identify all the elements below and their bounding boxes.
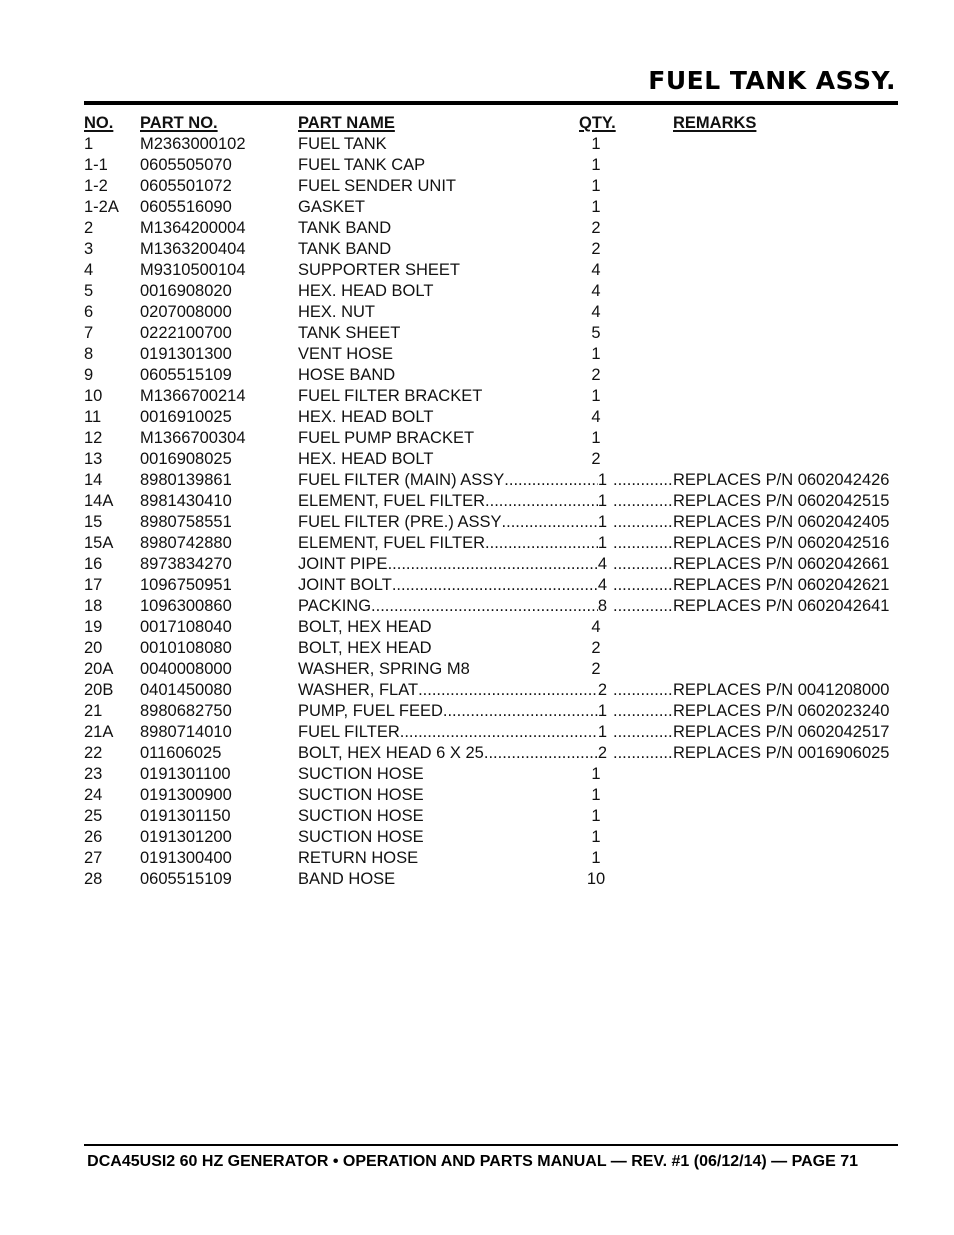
row-name-qty-leader <box>298 512 673 533</box>
row-qty: 8 <box>597 597 607 615</box>
row-part-no: M1366700304 <box>140 429 246 447</box>
row-name-qty-leader <box>298 533 673 554</box>
row-part-name: WASHER, SPRING M8 <box>298 660 470 678</box>
table-row <box>84 743 890 764</box>
row-part-no: 0191301100 <box>140 765 231 783</box>
row-no: 1-2A <box>84 198 119 216</box>
table-row <box>84 260 884 281</box>
table-row <box>84 197 884 218</box>
row-no: 14A <box>84 492 114 510</box>
header-no: NO. <box>84 114 114 132</box>
row-remarks: REPLACES P/N 0602042641 <box>673 597 890 615</box>
row-qty: 1 <box>597 534 607 552</box>
table-row <box>84 323 884 344</box>
table-header-row <box>84 113 884 134</box>
row-name-qty-leader <box>298 701 673 722</box>
row-qty: 1 <box>597 723 607 741</box>
row-qty: 2 <box>591 219 601 237</box>
row-no: 1-2 <box>84 177 108 195</box>
parts-table <box>84 113 890 890</box>
row-part-name: FUEL FILTER <box>298 723 400 741</box>
row-part-no: 0222100700 <box>140 324 232 342</box>
row-remarks: REPLACES P/N 0602042516 <box>673 534 890 552</box>
row-part-name: JOINT BOLT <box>298 576 392 594</box>
page-footer: DCA45USI2 60 HZ GENERATOR • OPERATION AND PARTS MANUAL — REV. #1 (06/12/14) — PAGE 71 <box>87 1153 858 1170</box>
row-part-no: 0016910025 <box>140 408 232 426</box>
row-no: 25 <box>84 807 103 825</box>
row-no: 26 <box>84 828 103 846</box>
table-row <box>84 659 884 680</box>
row-qty: 1 <box>591 177 601 195</box>
row-remarks: REPLACES P/N 0602042426 <box>673 471 890 489</box>
row-part-name: PUMP, FUEL FEED <box>298 702 443 720</box>
row-no: 2 <box>84 219 94 237</box>
table-row <box>84 806 884 827</box>
row-qty: 1 <box>591 156 601 174</box>
row-part-no: 8980682750 <box>140 702 232 720</box>
row-qty: 2 <box>591 366 601 384</box>
dot-leader <box>607 533 673 554</box>
row-part-name: TANK BAND <box>298 219 392 237</box>
row-qty: 4 <box>591 282 601 300</box>
row-part-no: 0191301300 <box>140 345 232 363</box>
row-part-no: 8980139861 <box>140 471 232 489</box>
row-no: 15 <box>84 513 103 531</box>
table-row <box>84 785 884 806</box>
row-part-no: 8973834270 <box>140 555 232 573</box>
dot-leader <box>371 596 598 617</box>
dot-leader <box>418 680 598 701</box>
row-remarks: REPLACES P/N 0602023240 <box>673 702 890 720</box>
row-part-no: 1096750951 <box>140 576 232 594</box>
row-part-no: M1363200404 <box>140 240 246 258</box>
row-part-no: 0191301150 <box>140 807 231 825</box>
row-part-no: M1364200004 <box>140 219 246 237</box>
row-part-no: 0605516090 <box>140 198 232 216</box>
header-qty: QTY. <box>579 114 616 132</box>
row-qty: 4 <box>597 576 607 594</box>
dot-leader <box>504 470 598 491</box>
row-no: 1 <box>84 135 94 153</box>
row-qty: 1 <box>591 345 601 363</box>
row-part-no: 0016908025 <box>140 450 232 468</box>
dot-leader <box>607 554 673 575</box>
row-part-name: HOSE BAND <box>298 366 396 384</box>
dot-leader <box>502 512 598 533</box>
row-part-name: VENT HOSE <box>298 345 394 363</box>
dot-leader <box>400 722 598 743</box>
row-part-no: 0191300900 <box>140 786 232 804</box>
row-qty: 2 <box>597 744 607 762</box>
row-part-no: M2363000102 <box>140 135 246 153</box>
row-no: 17 <box>84 576 103 594</box>
row-part-no: 0191301200 <box>140 828 232 846</box>
row-part-no: 8980742880 <box>140 534 232 552</box>
table-row <box>84 722 890 743</box>
dot-leader <box>485 491 598 512</box>
row-qty: 4 <box>591 618 601 636</box>
row-part-no: 0605515109 <box>140 366 232 384</box>
table-row <box>84 848 884 869</box>
row-no: 16 <box>84 555 103 573</box>
table-row <box>84 281 884 302</box>
dot-leader <box>607 701 673 722</box>
table-row <box>84 701 890 722</box>
table-row <box>84 176 884 197</box>
table-row <box>84 617 884 638</box>
row-qty: 1 <box>591 828 601 846</box>
table-row <box>84 638 884 659</box>
row-no: 8 <box>84 345 94 363</box>
row-qty: 4 <box>591 408 601 426</box>
row-qty: 1 <box>597 492 607 510</box>
table-row <box>84 449 884 470</box>
row-no: 4 <box>84 261 94 279</box>
row-qty: 5 <box>591 324 601 342</box>
row-part-name: BAND HOSE <box>298 870 396 888</box>
table-row <box>84 155 884 176</box>
row-name-qty-leader <box>298 743 673 764</box>
row-no: 5 <box>84 282 94 300</box>
row-part-no: 0605505070 <box>140 156 232 174</box>
dot-leader <box>484 743 598 764</box>
row-name-qty-leader <box>298 680 673 701</box>
row-no: 18 <box>84 597 103 615</box>
row-remarks: REPLACES P/N 0602042621 <box>673 576 890 594</box>
row-part-no: 0040008000 <box>140 660 232 678</box>
table-row <box>84 827 884 848</box>
row-qty: 1 <box>591 786 601 804</box>
row-part-no: M9310500104 <box>140 261 246 279</box>
row-part-no: 0605515109 <box>140 870 232 888</box>
row-part-no: 8980714010 <box>140 723 232 741</box>
row-part-no: 0605501072 <box>140 177 232 195</box>
row-part-name: HEX. HEAD BOLT <box>298 282 434 300</box>
row-no: 15A <box>84 534 114 552</box>
dot-leader <box>607 680 673 701</box>
row-qty: 2 <box>597 681 607 699</box>
row-no: 12 <box>84 429 103 447</box>
row-part-no: 0016908020 <box>140 282 232 300</box>
row-qty: 1 <box>591 429 601 447</box>
row-qty: 1 <box>597 702 607 720</box>
row-part-name: SUCTION HOSE <box>298 807 424 825</box>
row-no: 13 <box>84 450 103 468</box>
row-no: 1-1 <box>84 156 108 174</box>
row-part-name: FUEL FILTER (MAIN) ASSY <box>298 471 505 489</box>
row-name-qty-leader <box>298 470 673 491</box>
table-row <box>84 491 890 512</box>
row-part-name: RETURN HOSE <box>298 849 419 867</box>
footer-rule <box>84 1144 898 1146</box>
row-part-name: FUEL SENDER UNIT <box>298 177 456 195</box>
row-part-no: 0017108040 <box>140 618 232 636</box>
row-part-name: GASKET <box>298 198 365 216</box>
title-rule <box>84 101 898 105</box>
row-part-name: FUEL FILTER BRACKET <box>298 387 483 405</box>
row-qty: 1 <box>591 387 601 405</box>
row-part-no: 1096300860 <box>140 597 232 615</box>
row-part-name: SUCTION HOSE <box>298 828 424 846</box>
table-row <box>84 554 890 575</box>
row-no: 21A <box>84 723 114 741</box>
row-no: 22 <box>84 744 103 762</box>
row-part-no: 8980758551 <box>140 513 232 531</box>
table-row <box>84 344 884 365</box>
row-no: 21 <box>84 702 103 720</box>
row-qty: 4 <box>591 303 601 321</box>
row-part-no: 011606025 <box>140 744 222 762</box>
row-part-name: TANK SHEET <box>298 324 401 342</box>
row-no: 9 <box>84 366 94 384</box>
table-row <box>84 407 884 428</box>
row-qty: 2 <box>591 639 601 657</box>
row-part-name: ELEMENT, FUEL FILTER <box>298 534 486 552</box>
page-title: FUEL TANK ASSY. <box>648 66 896 95</box>
row-no: 20B <box>84 681 114 699</box>
table-row <box>84 386 884 407</box>
row-part-name: BOLT, HEX HEAD 6 X 25 <box>298 744 484 762</box>
row-qty: 4 <box>591 261 601 279</box>
row-name-qty-leader <box>298 596 673 617</box>
table-row <box>84 680 890 701</box>
row-no: 6 <box>84 303 94 321</box>
row-part-name: JOINT PIPE <box>298 555 388 573</box>
row-no: 7 <box>84 324 94 342</box>
row-no: 10 <box>84 387 103 405</box>
row-part-name: HEX. NUT <box>298 303 376 321</box>
table-row <box>84 764 884 785</box>
row-no: 20A <box>84 660 114 678</box>
table-row <box>84 134 884 155</box>
row-qty: 1 <box>591 198 601 216</box>
dot-leader <box>388 554 598 575</box>
row-part-name: TANK BAND <box>298 240 392 258</box>
row-qty: 2 <box>591 660 601 678</box>
row-no: 11 <box>84 408 102 426</box>
row-name-qty-leader <box>298 575 673 596</box>
dot-leader <box>607 722 673 743</box>
dot-leader <box>607 596 673 617</box>
row-part-no: M1366700214 <box>140 387 246 405</box>
row-part-no: 0010108080 <box>140 639 232 657</box>
row-part-no: 0207008000 <box>140 303 232 321</box>
table-row <box>84 470 890 491</box>
table-row <box>84 596 890 617</box>
row-part-name: HEX. HEAD BOLT <box>298 450 434 468</box>
dot-leader <box>607 512 673 533</box>
row-part-no: 8981430410 <box>140 492 232 510</box>
row-qty: 1 <box>597 471 607 489</box>
row-qty: 1 <box>591 135 601 153</box>
dot-leader <box>392 575 598 596</box>
table-row <box>84 365 884 386</box>
table-row <box>84 512 890 533</box>
dot-leader <box>443 701 598 722</box>
row-qty: 2 <box>591 450 601 468</box>
row-remarks: REPLACES P/N 0602042515 <box>673 492 890 510</box>
row-qty: 1 <box>597 513 607 531</box>
row-qty: 2 <box>591 240 601 258</box>
table-row <box>84 302 884 323</box>
row-part-name: FUEL TANK CAP <box>298 156 426 174</box>
row-no: 28 <box>84 870 103 888</box>
row-qty: 1 <box>591 765 601 783</box>
row-part-name: FUEL FILTER (PRE.) ASSY <box>298 513 502 531</box>
table-row <box>84 218 884 239</box>
row-part-name: PACKING <box>298 597 372 615</box>
table-row <box>84 428 884 449</box>
row-name-qty-leader <box>298 554 673 575</box>
row-no: 19 <box>84 618 103 636</box>
table-row <box>84 239 884 260</box>
row-qty: 4 <box>597 555 607 573</box>
row-remarks: REPLACES P/N 0602042405 <box>673 513 890 531</box>
row-no: 24 <box>84 786 103 804</box>
row-no: 3 <box>84 240 94 258</box>
row-part-name: WASHER, FLAT <box>298 681 419 699</box>
row-part-name: BOLT, HEX HEAD <box>298 639 432 657</box>
dot-leader <box>607 470 673 491</box>
row-part-name: FUEL TANK <box>298 135 387 153</box>
dot-leader <box>607 491 673 512</box>
header-part-name: PART NAME <box>298 114 395 132</box>
row-part-name: SUCTION HOSE <box>298 786 424 804</box>
row-no: 23 <box>84 765 103 783</box>
dot-leader <box>607 743 673 764</box>
header-part-no: PART NO. <box>140 114 218 132</box>
row-no: 14 <box>84 471 103 489</box>
header-remarks: REMARKS <box>673 114 757 132</box>
row-no: 27 <box>84 849 103 867</box>
row-part-no: 0191300400 <box>140 849 232 867</box>
table-body <box>84 134 890 890</box>
table-row <box>84 869 884 890</box>
table-row <box>84 575 890 596</box>
row-remarks: REPLACES P/N 0016906025 <box>673 744 890 762</box>
row-no: 20 <box>84 639 103 657</box>
row-qty: 10 <box>586 870 606 888</box>
dot-leader <box>485 533 598 554</box>
row-qty: 1 <box>591 807 601 825</box>
row-part-name: SUCTION HOSE <box>298 765 424 783</box>
table-row <box>84 533 890 554</box>
row-name-qty-leader <box>298 491 673 512</box>
row-part-no: 0401450080 <box>140 681 232 699</box>
row-remarks: REPLACES P/N 0041208000 <box>673 681 890 699</box>
row-part-name: HEX. HEAD BOLT <box>298 408 434 426</box>
row-part-name: BOLT, HEX HEAD <box>298 618 432 636</box>
row-part-name: ELEMENT, FUEL FILTER <box>298 492 486 510</box>
row-remarks: REPLACES P/N 0602042661 <box>673 555 890 573</box>
row-part-name: FUEL PUMP BRACKET <box>298 429 475 447</box>
row-part-name: SUPPORTER SHEET <box>298 261 460 279</box>
row-remarks: REPLACES P/N 0602042517 <box>673 723 890 741</box>
row-name-qty-leader <box>298 722 673 743</box>
dot-leader <box>607 575 673 596</box>
row-qty: 1 <box>591 849 601 867</box>
